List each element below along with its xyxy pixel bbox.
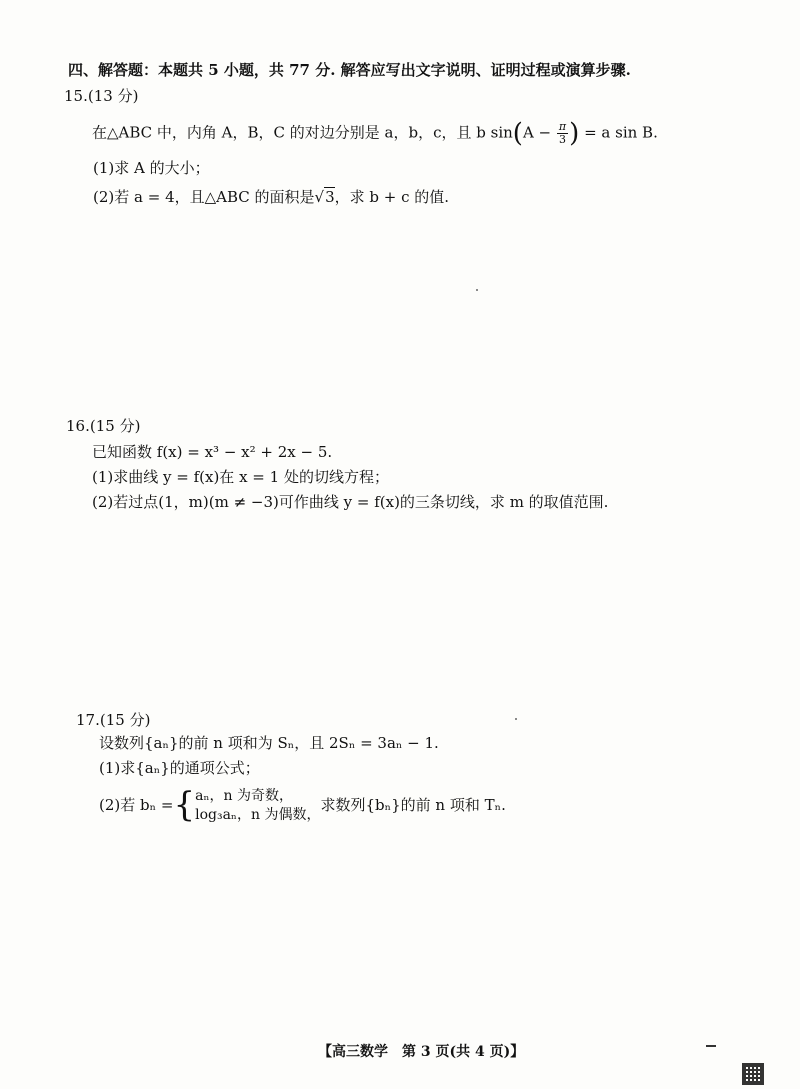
q15-part1: (1)求 A 的大小； — [93, 159, 210, 177]
q15-stem-pre: 在△ABC 中，内角 A，B，C 的对边分别是 a，b，c，且 b sin — [92, 123, 513, 142]
q16-score: (15 分) — [89, 417, 141, 435]
q17-part2-pre: (2)若 bₙ = — [99, 796, 174, 814]
q17-stem: 设数列{aₙ}的前 n 项和为 Sₙ，且 2Sₙ = 3aₙ − 1. — [99, 734, 439, 752]
q15-number: 15. — [64, 87, 88, 105]
q17-number: 17. — [76, 711, 100, 729]
q16-number: 16. — [66, 417, 90, 435]
fraction-denominator: 3 — [559, 133, 567, 146]
q16-part2: (2)若过点(1，m)(m ≠ −3)可作曲线 y = f(x)的三条切线，求 m 的取值范围. — [92, 493, 609, 511]
scan-mark — [706, 1045, 716, 1047]
q15-part2-post: ，求 b + c 的值. — [334, 188, 450, 206]
q15-stem: 在△ABC 中，内角 A，B，C 的对边分别是 a，b，c，且 b sin(A − $\frac{\pi}{3}$ ) = a sin B. — [92, 118, 658, 149]
q15-header — [64, 86, 138, 106]
q17-part2-post: 求数列{bₙ}的前 n 项和 Tₙ. — [320, 796, 506, 814]
q16-stem: 已知函数 f(x) = x³ − x² + 2x − 5. — [92, 443, 333, 461]
q16-part1: (1)求曲线 y = f(x)在 x = 1 处的切线方程； — [92, 468, 389, 486]
case-even: log₃aₙ，n 为偶数， — [195, 807, 321, 823]
q15-stem-post: = a sin B. — [584, 123, 658, 142]
case-odd: aₙ，n 为奇数， — [195, 788, 293, 804]
scan-speck — [515, 718, 517, 720]
q17-part2: (2)若 bₙ ={ aₙ，n 为奇数， log₃aₙ，n 为偶数， 求数列{bₙ}的前 n 项和 Tₙ. — [99, 785, 506, 825]
fraction-numerator: π — [558, 120, 567, 133]
q17-score: (15 分) — [99, 711, 151, 729]
q17-part1: (1)求{aₙ}的通项公式； — [99, 759, 260, 777]
scan-speck — [476, 289, 478, 291]
pi-over-3-fraction — [557, 121, 568, 146]
q15-part2-pre: (2)若 a = 4，且△ABC 的面积是 — [93, 188, 315, 206]
section-heading: 四、解答题：本题共 5 小题，共 77 分. 解答应写出文字说明、证明过程或演算步骤. — [68, 61, 631, 79]
piecewise-cases — [195, 787, 320, 825]
q15-score: (13 分) — [87, 87, 139, 105]
qr-code-icon — [742, 1063, 764, 1085]
q17-header — [76, 710, 150, 730]
q15-part2: (2)若 a = 4，且△ABC 的面积是√3，求 b + c 的值. — [93, 188, 450, 206]
q16-header — [66, 416, 140, 436]
q15-stem-paren: A − — [522, 123, 552, 142]
page-footer: 【高三数学 第 3 页(共 4 页)】 — [318, 1044, 525, 1060]
sqrt-radicand: 3 — [325, 188, 335, 206]
